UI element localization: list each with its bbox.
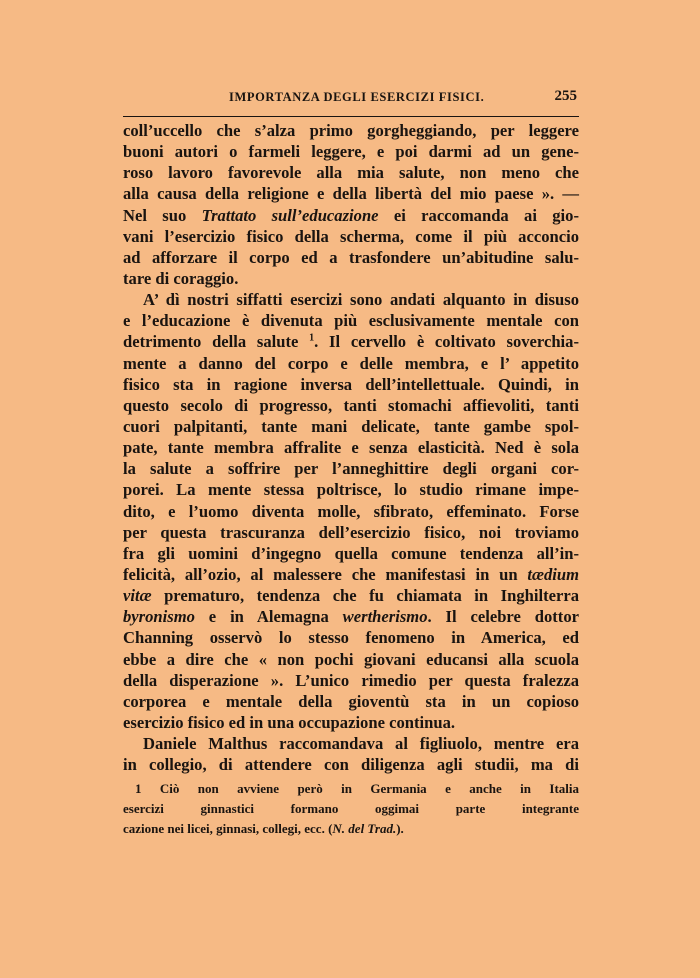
body-line: corporea e mentale della gioventù sta in un copioso <box>123 691 579 711</box>
body-line: tare di coraggio. <box>123 268 239 288</box>
body-line: dito, e l’uomo diventa molle, sfibrato, effeminato. Forse <box>123 501 579 521</box>
footnote-line: cazione nei licei, ginnasi, collegi, ecc. (N. del Trad.). <box>123 821 404 836</box>
body-line: vitæ prematuro, tendenza che fu chiamata in Inghilterra <box>123 586 579 606</box>
body-line: Daniele Malthus raccomandava al figliuolo, mentre era <box>143 734 579 754</box>
body-text <box>123 120 579 775</box>
body-line: porei. La mente stessa poltrisce, lo studio rimane impe- <box>123 480 579 500</box>
page-number: 255 <box>554 88 577 104</box>
running-title: IMPORTANZA DEGLI ESERCIZI FISICI. <box>229 90 485 104</box>
header-rule <box>123 116 579 117</box>
body-line: in collegio, di attendere con diligenza agli studii, ma di <box>123 755 579 775</box>
body-line: questo secolo di progresso, tanti stomachi affievoliti, tanti <box>123 395 579 415</box>
body-line: Nel suo Trattato sull’educazione ei raccomanda ai gio- <box>123 205 579 225</box>
body-line: felicità, all’ozio, al malessere che manifestasi in un tædium <box>123 564 579 584</box>
body-line: buoni autori o farmeli leggere, e poi darmi ad un gene- <box>123 142 579 162</box>
body-line: fra gli uomini d’ingegno quella comune tendenza all’in- <box>123 543 579 563</box>
footnote-line: 1 Ciò non avviene però in Germania e anche in Italia <box>135 781 579 796</box>
body-line: mente a danno del corpo e delle membra, e l’ appetito <box>123 353 579 373</box>
body-line: della disperazione ». L’unico rimedio per questa fralezza <box>123 670 579 690</box>
body-line: vani l’esercizio fisico della scherma, come il più acconcio <box>123 226 579 246</box>
body-line: pate, tante membra affralite e senza elasticità. Ned è sola <box>123 438 579 458</box>
body-line: esercizio fisico ed in una occupazione continua. <box>123 712 456 732</box>
page-header <box>123 88 579 110</box>
body-line: byronismo e in Alemagna wertherismo. Il celebre dottor <box>123 607 579 627</box>
body-line: la salute a soffrire per l’anneghittire degli organi cor- <box>123 459 579 479</box>
body-line: detrimento della salute $^1$. Il cervello è coltivato soverchia- <box>123 332 579 352</box>
body-line: alla causa della religione e della libertà del mio paese ». — <box>123 184 579 204</box>
body-line: e l’educazione è divenuta più esclusivamente mentale con <box>123 311 579 331</box>
body-line: Channing osservò lo stesso fenomeno in America, ed <box>123 628 579 648</box>
body-line: per questa trascuranza dell’esercizio fisico, noi troviamo <box>123 522 579 542</box>
body-line: ad afforzare il corpo ed a trasfondere un’abitudine salu- <box>123 247 579 267</box>
body-line: ebbe a dire che « non pochi giovani educansi alla scuola <box>123 649 579 669</box>
footnotes <box>123 779 579 839</box>
body-line: coll’uccello che s’alza primo gorgheggiando, per leggere <box>123 121 579 140</box>
footnote-line: esercizi ginnastici formano oggimai parte integrante <box>123 801 579 816</box>
body-line: A’ dì nostri siffatti esercizi sono andati alquanto in disuso <box>143 290 579 310</box>
body-line: roso lavoro favorevole alla mia salute, non meno che <box>123 163 579 183</box>
body-line: fisico sta in ragione inversa dell’intellettuale. Quindi, in <box>123 374 579 394</box>
body-line: cuori palpitanti, tante mani delicate, tante gambe spol- <box>123 416 579 436</box>
footnote-marker: 1 <box>309 332 315 344</box>
